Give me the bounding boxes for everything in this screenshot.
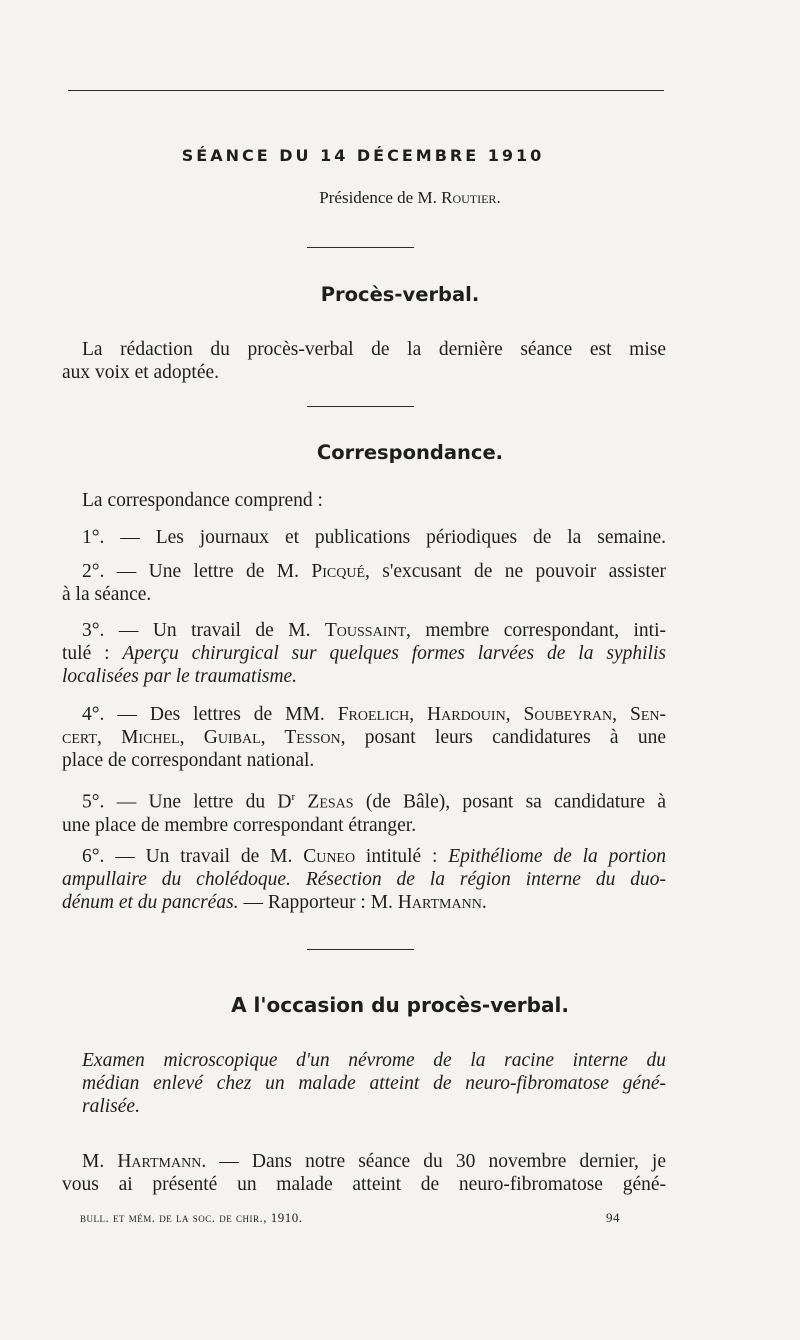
- text-line: cert, Michel, Guibal, Tesson, posant leurs candidatures à une: [62, 727, 666, 748]
- correspondance-item-4: [62, 703, 666, 772]
- text-line: dénum et du pancréas. — Rapporteur : M. Hartmann.: [62, 892, 487, 913]
- text-line: M. Hartmann. — Dans notre séance du 30 novembre dernier, je: [82, 1151, 666, 1172]
- text-line: Examen microscopique d'un névrome de la racine interne du: [82, 1050, 666, 1071]
- text-line: vous ai présenté un malade atteint de neuro-fibromatose géné-: [62, 1174, 666, 1195]
- person-name: Picqué: [311, 561, 366, 582]
- text-line: place de correspondant national.: [62, 750, 315, 771]
- heading-proces-verbal: Procès-verbal.: [320, 283, 480, 306]
- person-name: Zesas: [295, 791, 354, 813]
- person-name: Hartmann: [397, 892, 482, 913]
- correspondance-item-3: [62, 619, 666, 688]
- text-line: médian enlevé chez un malade atteint de neuro-fibromatose géné-: [82, 1073, 666, 1094]
- heading-occasion: A l'occasion du procès-verbal.: [231, 993, 569, 1017]
- text-line: 3°. — Un travail de M. Toussaint, membre correspondant, inti-: [82, 620, 666, 641]
- occasion-title: [62, 1049, 666, 1118]
- separator-rule: [307, 406, 414, 407]
- presidence-suffix: .: [496, 188, 501, 207]
- footer-citation: bull. et mém. de la soc. de chir., 1910.: [80, 1210, 303, 1225]
- correspondance-item-1: [62, 526, 666, 549]
- text-line: localisées par le traumatisme.: [62, 666, 298, 687]
- person-names: cert, Michel, Guibal, Tesson: [62, 727, 341, 748]
- text-line: 2°. — Une lettre de M. Picqué, s'excusant de ne pouvoir assister: [82, 561, 667, 582]
- top-rule: [68, 90, 664, 91]
- text-line: à la séance.: [62, 584, 152, 605]
- text-line: ralisée.: [82, 1096, 140, 1117]
- proces-verbal-paragraph: [62, 338, 666, 384]
- separator-rule: [307, 247, 414, 248]
- presidence-line: [160, 188, 660, 208]
- text-line: ampullaire du cholédoque. Résection de la région interne du duo-: [62, 869, 666, 890]
- occasion-body: [62, 1150, 666, 1196]
- work-title: Aperçu chirurgical sur quelques formes larvées de la syphilis: [122, 643, 666, 664]
- seance-title: SÉANCE DU 14 DÉCEMBRE 1910: [181, 146, 545, 165]
- page-footer: [80, 1210, 620, 1226]
- text-line: 1°. — Les journaux et publications périodiques de la semaine.: [82, 527, 666, 548]
- correspondance-intro: [62, 489, 666, 512]
- text-line: 6°. — Un travail de M. Cuneo intitulé : Epithéliome de la portion: [82, 846, 666, 867]
- text-line: tulé : Aperçu chirurgical sur quelques formes larvées de la syphilis: [62, 643, 666, 664]
- page-number: 94: [606, 1210, 620, 1225]
- correspondance-item-5: [62, 786, 666, 837]
- president-name: Routier: [441, 188, 497, 207]
- correspondance-item-6: [62, 845, 666, 914]
- correspondance-item-2: [62, 560, 666, 606]
- presidence-prefix: Présidence de M.: [319, 188, 442, 207]
- text-line: La rédaction du procès-verbal de la dernière séance est mise: [82, 339, 666, 360]
- text-line: une place de membre correspondant étranger.: [62, 814, 417, 836]
- work-title: Epithéliome de la portion: [448, 846, 666, 867]
- text-line: aux voix et adoptée.: [62, 362, 220, 383]
- person-name: Toussaint: [324, 620, 407, 641]
- heading-correspondance: Correspondance.: [316, 441, 504, 464]
- person-names: Froelich, Hardouin, Soubeyran, Sen-: [337, 704, 666, 725]
- text-line: 4°. — Des lettres de MM. Froelich, Hardouin, Soubeyran, Sen-: [82, 704, 666, 725]
- person-name: Hartmann: [117, 1151, 202, 1172]
- person-name: Cuneo: [303, 846, 356, 867]
- text-line: La correspondance comprend :: [82, 490, 323, 511]
- text-line: 5°. — Une lettre du $D^r$ Zesas (de Bâle), posant sa candidature à: [82, 791, 666, 813]
- separator-rule: [307, 949, 414, 950]
